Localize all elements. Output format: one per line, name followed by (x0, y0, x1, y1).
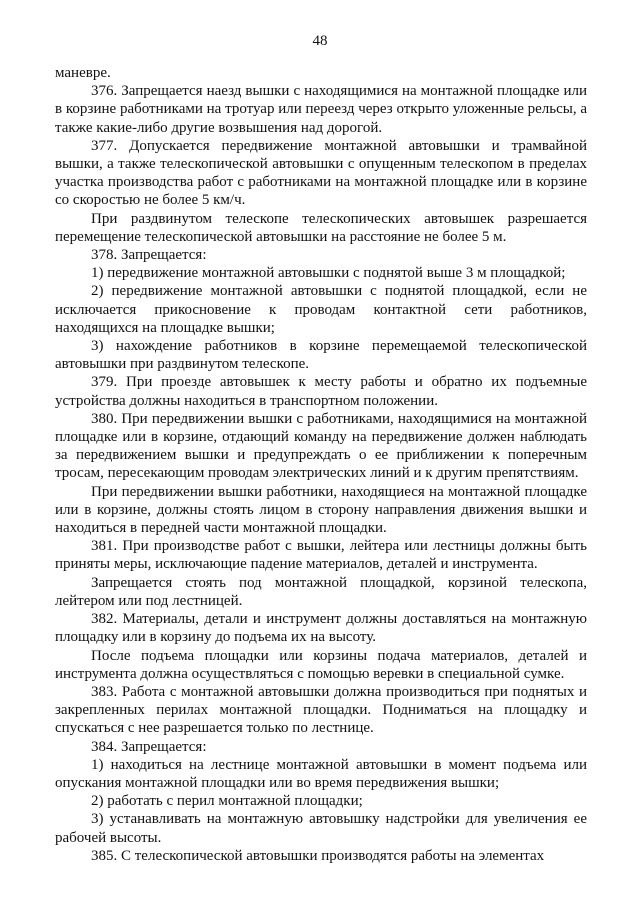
paragraph-384-item-1: 1) находиться на лестнице монтажной автовышки в момент подъема или опускания монтажной площадки или во время передвижения вышки; (55, 756, 587, 791)
paragraph-384-item-2: 2) работать с перил монтажной площадки; (91, 793, 363, 810)
paragraph-381: 381. При производстве работ с вышки, лейтера или лестницы должны быть приняты меры, исключающие падение материалов, деталей и инструмента. (55, 538, 587, 573)
paragraph-379: 379. При проезде автовышек к месту работы и обратно их подъемные устройства должны находиться в транспортном положении. (55, 374, 587, 409)
paragraph-378-item-3: 3) нахождение работников в корзине перемещаемой телескопической автовышки при раздвинутом телескопе. (55, 338, 587, 373)
paragraph-377-telescope: При раздвинутом телескопе телескопических автовышек разрешается перемещение телескопической автовышки на расстояние не более 5 м. (55, 210, 587, 245)
paragraph-384-item-3: 3) устанавливать на монтажную автовышку надстройки для увеличения ее рабочей высоты. (55, 811, 587, 846)
paragraph-377: 377. Допускается передвижение монтажной автовышки и трамвайной вышки, а также телескопической автовышки с опущенным телескопом в пределах участка производства работ с работниками на монтажной площадке или в корзине со скоростью не более 5 км/ч. (55, 137, 587, 209)
paragraph-381-prohibition: Запрещается стоять под монтажной площадкой, корзиной телескопа, лейтером или под лестницей. (55, 574, 587, 609)
paragraph-385: 385. С телескопической автовышки производятся работы на элементах (91, 847, 545, 864)
paragraph-382: 382. Материалы, детали и инструмент должны доставляться на монтажную площадку или в корзину до подъема их на высоту. (55, 611, 587, 646)
document-body (55, 64, 587, 865)
page-number: 48 (312, 33, 328, 49)
paragraph-384: 384. Запрещается: (91, 738, 207, 755)
paragraph-378: 378. Запрещается: (91, 247, 207, 264)
paragraph-378-item-2: 2) передвижение монтажной автовышки с поднятой площадкой, если не исключается прикосновение к проводам контактной сети работников, находящихся на площадке вышки; (55, 283, 587, 336)
paragraph-380-workers: При передвижении вышки работники, находящиеся на монтажной площадке или в корзине, должны стоять лицом в сторону направления движения вышки и находиться в передней части монтажной площадки. (55, 483, 587, 537)
paragraph-383: 383. Работа с монтажной автовышки должна производиться при поднятых и закрепленных перилах монтажной площадки. Подниматься на площадку и спускаться с нее разрешается только по лестнице. (55, 683, 587, 737)
paragraph-382-supply: После подъема площадки или корзины подача материалов, деталей и инструмента должна осуществляться с помощью веревки в специальной сумке. (55, 647, 587, 682)
paragraph-376: 376. Запрещается наезд вышки с находящимися на монтажной площадке или в корзине работниками на тротуар или переезд через открыто уложенные рельсы, а также какие-либо другие возвышения над дорогой. (55, 83, 587, 136)
paragraph-378-item-1: 1) передвижение монтажной автовышки с поднятой выше 3 м площадкой; (91, 265, 566, 282)
paragraph-continuation: маневре. (55, 65, 111, 81)
paragraph-380: 380. При передвижении вышки с работниками, находящимися на монтажной площадке или в корзине, отдающий команду на передвижение должен наблюдать за передвижением вышки и предупреждать о ее приближении к поперечным тросам, пересекающим проводам электрических линий и к другим препятствиям. (55, 410, 587, 482)
